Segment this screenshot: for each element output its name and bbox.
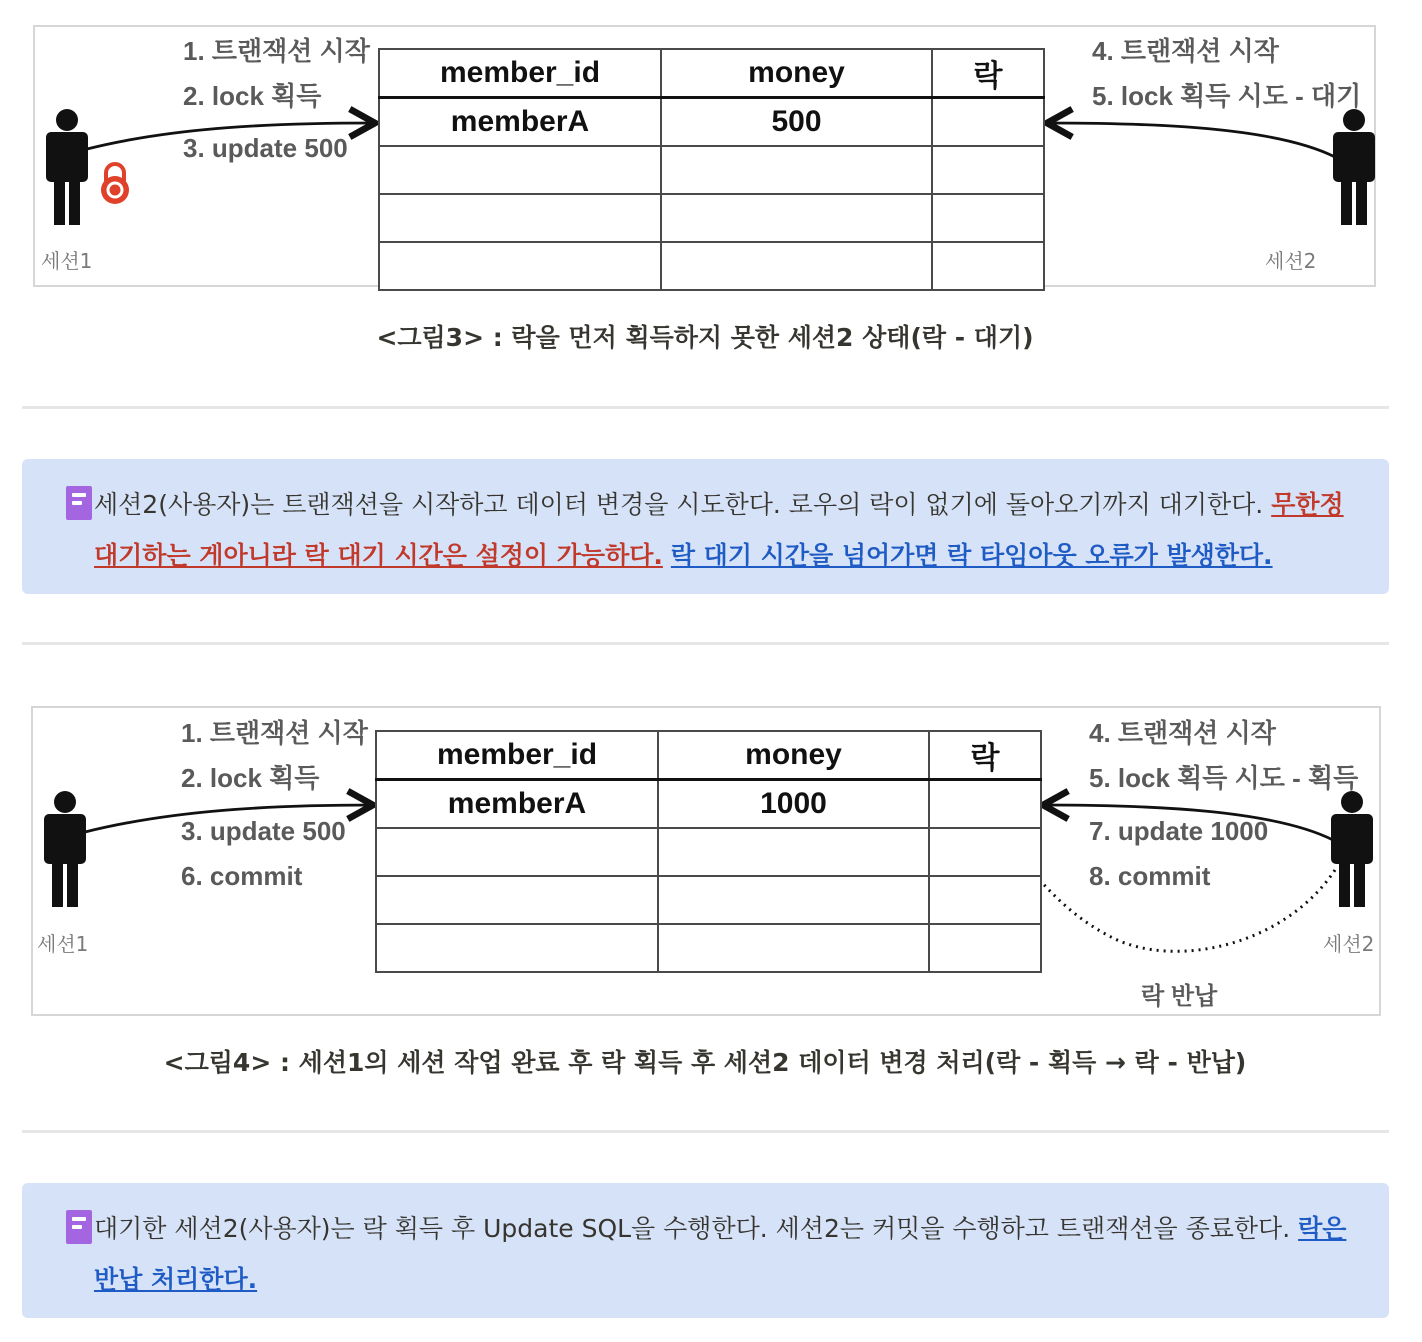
- figure-3: [33, 25, 1376, 287]
- callout-2: [22, 1183, 1389, 1318]
- table-header-row: [376, 731, 1041, 780]
- session1-label: 세션1: [41, 249, 93, 273]
- column-header: money: [658, 731, 929, 780]
- right-step: 8. commit: [1089, 861, 1211, 891]
- right-step: 5. lock 획득 시도 - 획득: [1089, 763, 1359, 793]
- table-row: [379, 242, 1044, 290]
- document-icon: [66, 1210, 92, 1244]
- member-table: [375, 730, 1042, 973]
- table-cell: [929, 924, 1041, 972]
- divider: [22, 406, 1389, 409]
- left-step: 3. update 500: [181, 816, 346, 846]
- left-step: 2. lock 획득: [183, 81, 322, 111]
- column-header: money: [661, 49, 932, 98]
- left-step: 1. 트랜잭션 시작: [181, 718, 368, 748]
- document-icon: [66, 486, 92, 520]
- left-step: 3. update 500: [183, 133, 348, 163]
- column-header: member_id: [376, 731, 658, 780]
- divider: [22, 1130, 1389, 1133]
- member-table: [378, 48, 1045, 291]
- right-step: 5. lock 획득 시도 - 대기: [1092, 81, 1362, 111]
- table-cell: [932, 242, 1044, 290]
- person-icon: [1333, 109, 1375, 225]
- table-cell: memberA: [376, 780, 658, 829]
- column-header: 락: [929, 731, 1041, 780]
- divider: [22, 642, 1389, 645]
- table-row: [376, 924, 1041, 972]
- figure-3-caption: <그림3> : 락을 먼저 획득하지 못한 세션2 상태(락 - 대기): [376, 323, 1034, 352]
- person-icon: [46, 109, 88, 225]
- table-cell: [379, 146, 661, 194]
- left-step: 2. lock 획득: [181, 763, 320, 793]
- table-cell: [379, 242, 661, 290]
- table-row: [376, 876, 1041, 924]
- table-cell: [929, 780, 1041, 829]
- callout-1: [22, 459, 1389, 594]
- table-cell: [932, 146, 1044, 194]
- table-cell: [929, 828, 1041, 876]
- table-row: [379, 146, 1044, 194]
- figure-4-caption: <그림4> : 세션1의 세션 작업 완료 후 락 획득 후 세션2 데이터 변경 처리(락 - 획득 → 락 - 반납): [163, 1048, 1247, 1077]
- table-cell: [379, 194, 661, 242]
- right-step: 7. update 1000: [1089, 816, 1269, 846]
- session1-label: 세션1: [37, 932, 89, 956]
- left-step: 6. commit: [181, 861, 303, 891]
- table-cell: [929, 876, 1041, 924]
- table-cell: [376, 876, 658, 924]
- table-cell: 500: [661, 98, 932, 147]
- table-row: [376, 828, 1041, 876]
- lock-return-label: 락 반납: [1141, 983, 1218, 1010]
- callout-red-link[interactable]: 무한정 대기하는 게아니라 락 대기 시간은 설정이 가능하다.: [94, 490, 1344, 570]
- table-cell: [932, 194, 1044, 242]
- table-cell: [376, 828, 658, 876]
- right-step: 4. 트랜잭션 시작: [1092, 36, 1279, 66]
- table-cell: [661, 194, 932, 242]
- person-icon: [44, 791, 86, 907]
- arrow-session2: [1047, 123, 1335, 157]
- table-cell: [658, 924, 929, 972]
- session2-label: 세션2: [1323, 932, 1375, 956]
- table-cell: [658, 828, 929, 876]
- table-cell: 1000: [658, 780, 929, 829]
- column-header: member_id: [379, 49, 661, 98]
- table-row: [379, 194, 1044, 242]
- callout-text: 세션2(사용자)는 트랜잭션을 시작하고 데이터 변경을 시도한다. 로우의 락이 없기에 돌아오기까지 대기한다.: [94, 490, 1272, 519]
- person-icon: [1331, 791, 1373, 907]
- callout-text: 대기한 세션2(사용자)는 락 획득 후 Update SQL을 수행한다. 세션2는 커밋을 수행하고 트랜잭션을 종료한다.: [94, 1214, 1299, 1243]
- lock-icon: [101, 164, 129, 204]
- table-row: [376, 780, 1041, 829]
- table-cell: [932, 98, 1044, 147]
- figure-4: [31, 706, 1381, 1016]
- callout-blue-link[interactable]: 락 대기 시간을 넘어가면 락 타임아웃 오류가 발생한다.: [670, 541, 1273, 570]
- table-row: [379, 98, 1044, 147]
- table-cell: [661, 146, 932, 194]
- table-cell: [658, 876, 929, 924]
- right-step: 4. 트랜잭션 시작: [1089, 718, 1276, 748]
- table-header-row: [379, 49, 1044, 98]
- table-cell: memberA: [379, 98, 661, 147]
- left-step: 1. 트랜잭션 시작: [183, 36, 370, 66]
- callout-blue-link[interactable]: 락은 반납 처리한다.: [94, 1214, 1347, 1294]
- column-header: 락: [932, 49, 1044, 98]
- session2-label: 세션2: [1265, 249, 1317, 273]
- table-cell: [661, 242, 932, 290]
- table-cell: [376, 924, 658, 972]
